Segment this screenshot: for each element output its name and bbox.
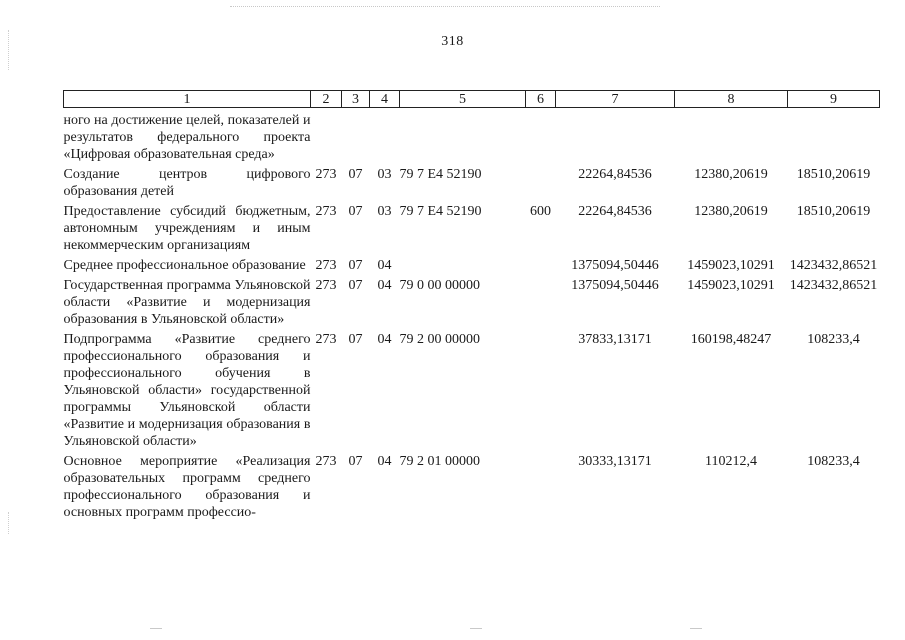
- page-number: 318: [441, 34, 464, 49]
- row-name: Государственная программа Ульяновской области «Развитие и модернизация образования в Ульяновской области»: [63, 278, 311, 327]
- cell-vr: [526, 254, 556, 274]
- scan-artifact-bottom: [690, 628, 702, 630]
- cell-value-2: 12380,20619: [694, 167, 768, 182]
- cell-rz: 07: [348, 332, 363, 347]
- scan-artifact-bottom: [150, 628, 162, 630]
- cell-value-1: 22264,84536: [578, 204, 652, 219]
- cell-gr: 273: [315, 454, 337, 469]
- cell-gr: 273: [315, 167, 337, 182]
- cell-value-3: [788, 108, 880, 164]
- cell-pr: 04: [377, 454, 392, 469]
- scan-artifact-left: [8, 512, 10, 534]
- cell-vr: [526, 108, 556, 164]
- cell-value-1: [556, 108, 675, 164]
- cell-value-2: 12380,20619: [694, 204, 768, 219]
- column-header: 1: [64, 91, 311, 108]
- cell-value-1: 30333,13171: [578, 454, 652, 469]
- column-header: 5: [400, 91, 526, 108]
- cell-target: 79 0 00 00000: [399, 278, 480, 293]
- cell-rz: 07: [348, 204, 363, 219]
- column-header: 4: [370, 91, 400, 108]
- cell-value-3: 1423432,86521: [789, 278, 878, 293]
- cell-value-2: 110212,4: [705, 454, 757, 469]
- cell-gr: 273: [315, 278, 337, 293]
- column-header: 8: [675, 91, 788, 108]
- column-header: 2: [311, 91, 342, 108]
- row-name: Создание центров цифрового образования детей: [63, 167, 311, 199]
- cell-gr: 273: [315, 258, 337, 273]
- table-row: [64, 254, 880, 274]
- table-row: [64, 163, 880, 200]
- column-header: 9: [788, 91, 880, 108]
- cell-value-3: 108233,4: [807, 454, 860, 469]
- cell-target: [400, 254, 526, 274]
- column-header: 6: [526, 91, 556, 108]
- cell-value-3: 18510,20619: [796, 204, 871, 219]
- cell-target: 79 7 E4 52190: [399, 204, 482, 219]
- table-row: [64, 200, 880, 254]
- cell-vr: [526, 328, 556, 450]
- cell-rz: [342, 108, 370, 164]
- table-row: [64, 450, 880, 521]
- cell-value-1: 37833,13171: [578, 332, 652, 347]
- table-row: [64, 108, 880, 164]
- column-header: 7: [556, 91, 675, 108]
- table-header: [64, 91, 880, 108]
- cell-pr: 04: [377, 332, 392, 347]
- cell-value-1: 1375094,50446: [571, 278, 659, 293]
- cell-value-3: 18510,20619: [796, 167, 871, 182]
- cell-target: 79 7 E4 52190: [399, 167, 482, 182]
- scan-artifact-top: [230, 6, 660, 8]
- cell-value-2: 160198,48247: [690, 332, 772, 347]
- budget-table: [63, 90, 880, 521]
- cell-pr: 03: [377, 167, 392, 182]
- cell-pr: [370, 108, 400, 164]
- row-name: Основное мероприятие «Реализация образовательных программ среднего профессионального образования и основных программ профессио-: [63, 454, 311, 520]
- cell-target: 79 2 00 00000: [399, 332, 480, 347]
- column-header: 3: [342, 91, 370, 108]
- cell-pr: 04: [377, 258, 392, 273]
- cell-value-3: 1423432,86521: [789, 258, 878, 273]
- cell-vr: 600: [530, 204, 551, 219]
- row-name: Подпрограмма «Развитие среднего профессионального образования и профессионального обучения в Ульяновской области» государственной программы Ульяновской области «Развитие и модернизация образования в Ульяновской области»: [63, 332, 311, 449]
- cell-value-3: 108233,4: [807, 332, 860, 347]
- cell-rz: 07: [348, 278, 363, 293]
- scan-artifact-bottom: [470, 628, 482, 630]
- cell-value-2: 1459023,10291: [687, 258, 775, 273]
- cell-rz: 07: [348, 258, 363, 273]
- cell-pr: 03: [377, 204, 392, 219]
- cell-gr: 273: [315, 204, 337, 219]
- table-row: [64, 328, 880, 450]
- cell-value-1: 1375094,50446: [571, 258, 659, 273]
- cell-rz: 07: [348, 454, 363, 469]
- row-name: ного на достижение целей, показателей и результатов федерального проекта «Цифровая образовательная среда»: [63, 113, 311, 162]
- cell-vr: [526, 163, 556, 200]
- cell-value-2: [675, 108, 788, 164]
- cell-gr: 273: [315, 332, 337, 347]
- cell-gr: [311, 108, 342, 164]
- cell-rz: 07: [348, 167, 363, 182]
- cell-vr: [526, 274, 556, 328]
- cell-pr: 04: [377, 278, 392, 293]
- cell-vr: [526, 450, 556, 521]
- table-row: [64, 274, 880, 328]
- row-name: Среднее профессиональное образование: [63, 258, 306, 273]
- cell-value-2: 1459023,10291: [687, 278, 775, 293]
- cell-target: [400, 108, 526, 164]
- row-name: Предоставление субсидий бюджетным, автономным учреждениям и иным некоммерческим организациям: [63, 204, 311, 253]
- cell-target: 79 2 01 00000: [399, 454, 480, 469]
- cell-value-1: 22264,84536: [578, 167, 652, 182]
